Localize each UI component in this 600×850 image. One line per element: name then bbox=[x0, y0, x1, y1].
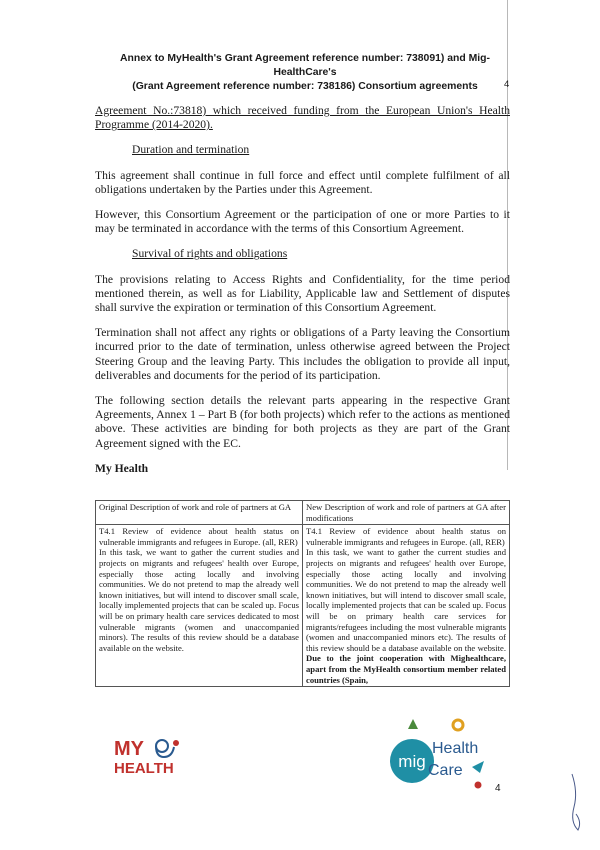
page-number-bottom: 4 bbox=[495, 783, 501, 794]
survival-paragraph-2: Termination shall not affect any rights or obligations of a Party leaving the Consortium incurred prior to the date of termination, unless otherwise agreed between the Project Steering Group and the leaving Party. This includes the obligation to provide all input, deliverables and documents for the period of its participation. bbox=[95, 326, 510, 382]
duration-paragraph-2: However, this Consortium Agreement or the participation of one or more Parties to it may be terminated in accordance with the terms of this Consortium Agreement. bbox=[95, 208, 510, 236]
survival-paragraph-3: The following section details the relevant parts appearing in the respective Grant Agreements, Annex 1 – Part B (for both projects) which refer to the actions as mentioned above. These activities are binding for both projects as they are part of the Grant Agreement signed with the EC. bbox=[95, 394, 510, 450]
mig-logo-text: mig bbox=[398, 752, 426, 771]
mighealthcare-logo bbox=[360, 717, 500, 789]
myhealth-logo-my: MY bbox=[114, 738, 144, 760]
table-header-row bbox=[96, 501, 510, 525]
new-task-bold-text: Due to the joint cooperation with Mighealthcare, apart from the MyHealth consortium member related countries (Spain, bbox=[306, 653, 506, 685]
header-line-1: Annex to MyHealth's Grant Agreement reference number: 738091) and Mig-HealthCare's bbox=[120, 53, 490, 78]
duration-heading: Duration and termination bbox=[132, 143, 250, 157]
dot-icon-red bbox=[475, 782, 482, 789]
table-cell-new bbox=[303, 525, 510, 687]
section-title-my-health: My Health bbox=[95, 461, 149, 475]
duration-paragraph-1: This agreement shall continue in full force and effect until complete fulfilment of all obligations undertaken by the Parties under this Agreement. bbox=[95, 168, 510, 196]
myhealth-logo-health: HEALTH bbox=[114, 760, 174, 777]
stethoscope-icon bbox=[156, 740, 168, 752]
ring-icon-yellow bbox=[453, 720, 463, 730]
triangle-icon-green bbox=[408, 719, 418, 729]
intro-paragraph: Agreement No.:73818) which received funding from the European Union's Health Programme (2014-2020). bbox=[95, 104, 510, 132]
new-task-text: In this task, we want to gather the current studies and projects on migrants and refugees' health over Europe, especially those acting locally and involving communities. We do not pretend to map the already well known initiatives, but will intend to discover small scale, locally implemented projects that can be scaled up. Focus will be on primary health care services for migrants/refugees including the most vulnerable migrants (women and unaccompanied minors etc). The results of this review should be a database available on the website. bbox=[306, 547, 506, 653]
header-line-2: (Grant Agreement reference number: 738186) Consortium agreements bbox=[132, 81, 478, 92]
new-task-body bbox=[306, 547, 506, 685]
handwritten-mark bbox=[560, 772, 590, 832]
stethoscope-head bbox=[173, 740, 179, 746]
mig-logo-care: Care bbox=[428, 762, 463, 779]
myhealth-logo bbox=[112, 733, 187, 777]
survival-paragraph-1: The provisions relating to Access Rights and Confidentiality, for the time period mentioned therein, as well as for Liability, Applicable law and Settlement of disputes shall survive the expiration or termination of this Consortium Agreement. bbox=[95, 272, 510, 315]
mig-logo-health: Health bbox=[432, 740, 479, 757]
page-number-top: 4 bbox=[504, 79, 510, 90]
pen-stroke bbox=[572, 774, 580, 830]
description-table bbox=[95, 500, 510, 687]
new-task-title: T4.1 Review of evidence about health status on vulnerable immigrants and refugees in Europe. (all, RER) bbox=[306, 526, 506, 547]
table-row bbox=[96, 525, 510, 687]
survival-heading: Survival of rights and obligations bbox=[132, 247, 288, 261]
triangle-icon-blue bbox=[472, 761, 484, 773]
document-body bbox=[95, 104, 510, 487]
table-cell-original bbox=[96, 525, 303, 687]
original-task-title: T4.1 Review of evidence about health status on vulnerable immigrants and refugees in Europe. (all, RER) bbox=[99, 526, 299, 547]
original-task-body: In this task, we want to gather the current studies and projects on migrants and refugees' health over Europe, especially those acting locally and involving communities. We do not pretend to map the already well known initiatives, but will intend to discover small scale, locally implemented projects that can be scaled up. Focus will be on primary health care services dedicated to most vulnerable migrants (women and unaccompanied minors). The results of this review should be a database available on the website. bbox=[99, 547, 299, 653]
table-header-new: New Description of work and role of partners at GA after modifications bbox=[303, 501, 510, 525]
page-header bbox=[95, 52, 515, 94]
table-header-original: Original Description of work and role of partners at GA bbox=[96, 501, 303, 525]
